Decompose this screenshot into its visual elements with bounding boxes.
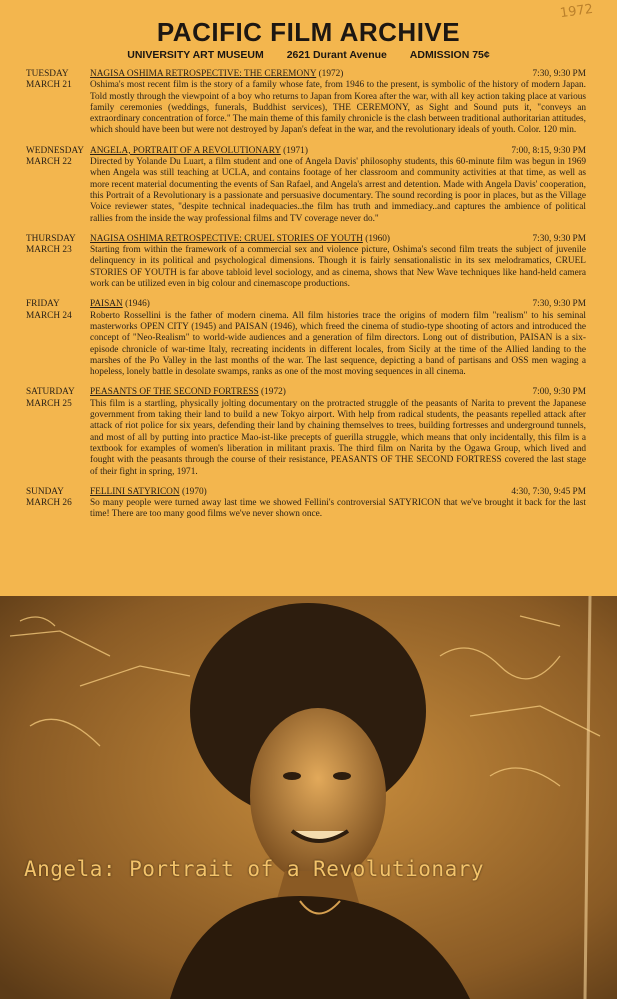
film-year: (1971) (283, 145, 308, 156)
handwritten-year-note: 1972 (559, 1, 594, 22)
screening-date (26, 387, 90, 410)
showtimes: 7:00, 8:15, 9:30 PM (511, 145, 586, 156)
header (0, 18, 617, 61)
film-year: (1972) (318, 69, 344, 79)
film-title: FELLINI SATYRICON (90, 486, 180, 497)
museum-address: 2621 Durant Avenue (286, 49, 387, 61)
screening-day: SATURDAY (26, 387, 75, 398)
screening-month-day: MARCH 22 (26, 157, 72, 168)
subheader (0, 49, 617, 61)
screening-listings (26, 69, 586, 530)
screening-day: WEDNESDAY (26, 145, 85, 156)
screening-date (26, 487, 90, 510)
screening-date (26, 299, 90, 322)
film-year: (1946) (125, 299, 150, 310)
screening-body (90, 487, 586, 521)
screening-body (90, 234, 586, 290)
museum-name: UNIVERSITY ART MUSEUM (127, 49, 264, 61)
showtimes: 7:30, 9:30 PM (532, 69, 586, 79)
film-description: Roberto Rossellini is the father of modern cinema. All film histories trace the origins of modern film "realism" to his seminal masterworks OPEN CITY (1945) and PAISAN (1946), which freed the cinema of studio-type shooting of actors and introduced the concept of "Neo-Realism" to world-wide audiences and a generation of film directors. Long out of distribution, PAISAN is a six-episode chronicle of war-time Italy, recreating incidents in different locales, from Sicily at the time of the Allied landing to the marshes of the Po Valley in the last months of the war. The last sequence, depicting a band of partisans and OSS men waging a hopeless, lonely battle in desolate swamps, ranks as one of the most moving sequences in all cinema. (90, 310, 586, 378)
screening-date (26, 146, 90, 169)
screening-body (90, 299, 586, 378)
film-line (90, 146, 586, 157)
showtimes: 7:00, 9:30 PM (532, 387, 586, 398)
film-line (90, 299, 586, 310)
film-title: ANGELA, PORTRAIT OF A REVOLUTIONARY (90, 145, 281, 156)
screening-month-day: MARCH 26 (26, 498, 72, 509)
admission-price: ADMISSION 75¢ (409, 49, 490, 61)
screening-body (90, 146, 586, 225)
screening-entry (26, 299, 586, 378)
screening-day: SUNDAY (26, 486, 64, 497)
film-line (90, 69, 586, 80)
showtimes: 4:30, 7:30, 9:45 PM (511, 486, 586, 497)
film-line (90, 387, 586, 398)
portrait-illustration (0, 596, 617, 999)
film-description: This film is a startling, physically jolting documentary on the protracted struggle of the peasants of Narita to prevent the Japanese government from taking their land to build a new Tokyo airport. With help from radical students, the peasants repelled attack after attack of riot police for six years, defending their land by chaining themselves to trees, building fortresses and underground tunnels, and most of all by putting into practice Mao-ist-like precepts of guerilla struggle, which means that only incidentally, this film is a textbook for examples of women's liberation in militant praxis. The third film on Narita by the Ogawa Group, which lived and fought with the peasants through the course of their resistance, PEASANTS OF THE SECOND FORTRESS covered the last stage of their fight in spring, 1971. (90, 398, 586, 477)
screening-date (26, 69, 90, 92)
film-description: So many people were turned away last time we showed Fellini's controversial SATYRICON that we've brought it back for the last time! There are too many good films we've never shown once. (90, 498, 586, 520)
screening-entry (26, 387, 586, 477)
film-title: NAGISA OSHIMA RETROSPECTIVE: THE CEREMONY (90, 69, 317, 79)
film-title: PEASANTS OF THE SECOND FORTRESS (90, 387, 259, 398)
film-description: Oshima's most recent film is the story of a family whose fate, from 1946 to the present, is symbolic of the history of modern Japan. Told mostly through the viewpoint of a boy who returns to Japan from Korea after the war, with all key action taking place at various family ceremonies (weddings, funerals, Buddhist services), THE CEREMONY, as Sight and Sound puts it, "conveys an extraordinary concentration of force." The main theme of this family chronicle is the clash between traditional authoritarian attitudes, which should have been but were not destroyed by Japan's defeat in the war, and the revolutionary ideals of youth. Color. 120 min. (90, 80, 586, 136)
screening-month-day: MARCH 25 (26, 398, 72, 409)
film-title: NAGISA OSHIMA RETROSPECTIVE: CRUEL STORIES OF YOUTH (90, 233, 363, 244)
screening-body (90, 387, 586, 477)
film-year: (1972) (261, 387, 286, 398)
screening-entry (26, 487, 586, 521)
screening-day: FRIDAY (26, 299, 60, 310)
screening-month-day: MARCH 23 (26, 245, 72, 256)
screening-body (90, 69, 586, 137)
screening-entry (26, 69, 586, 137)
film-description: Directed by Yolande Du Luart, a film student and one of Angela Davis' philosophy students, this 60-minute film was begun in 1969 when Angela was still teaching at UCLA, and contains footage of her classroom and community activities at that time, as well as more recent material documenting the events of San Rafael, and Angela's arrest and detention. Made with Angela Davis' cooperation, this Portrait of a Revolutionary is a passionate and persuasive documentary. The sound recording is poor in places, but as the Village Voice reviewer states, "despite technical inadequacies..the film has truth and immediacy..and captures the ambience of political rallies from the inside the way professional films and TV coverage never do." (90, 157, 586, 224)
screening-month-day: MARCH 24 (26, 310, 72, 321)
page-title: PACIFIC FILM ARCHIVE (156, 17, 461, 47)
film-year: (1970) (181, 486, 207, 497)
showtimes: 7:30, 9:30 PM (532, 299, 586, 310)
photo-caption: Angela: Portrait of a Revolutionary (24, 857, 485, 881)
screening-day: TUESDAY (26, 69, 69, 79)
screening-day: THURSDAY (26, 233, 76, 244)
portrait-photo (0, 596, 617, 999)
film-description: Starting from within the framework of a commercial sex and violence picture, Oshima's second film treats the subject of juvenile delinquency in its political and psychological dimensions. Though it is fairly sensationalistic in its sex melodramatics, CRUEL STORIES OF YOUTH is far above tabloid level sociology, and as cinema, shows that New Wave techniques like hand-held camera work can be utilized even in big colour and cinemascope productions. (90, 245, 586, 290)
film-year: (1960) (365, 233, 391, 244)
film-line (90, 487, 586, 498)
screening-entry (26, 234, 586, 290)
film-line (90, 234, 586, 245)
showtimes: 7:30, 9:30 PM (532, 233, 586, 244)
screening-entry (26, 146, 586, 225)
screening-month-day: MARCH 21 (26, 80, 72, 91)
screening-date (26, 234, 90, 257)
film-title: PAISAN (90, 299, 123, 310)
